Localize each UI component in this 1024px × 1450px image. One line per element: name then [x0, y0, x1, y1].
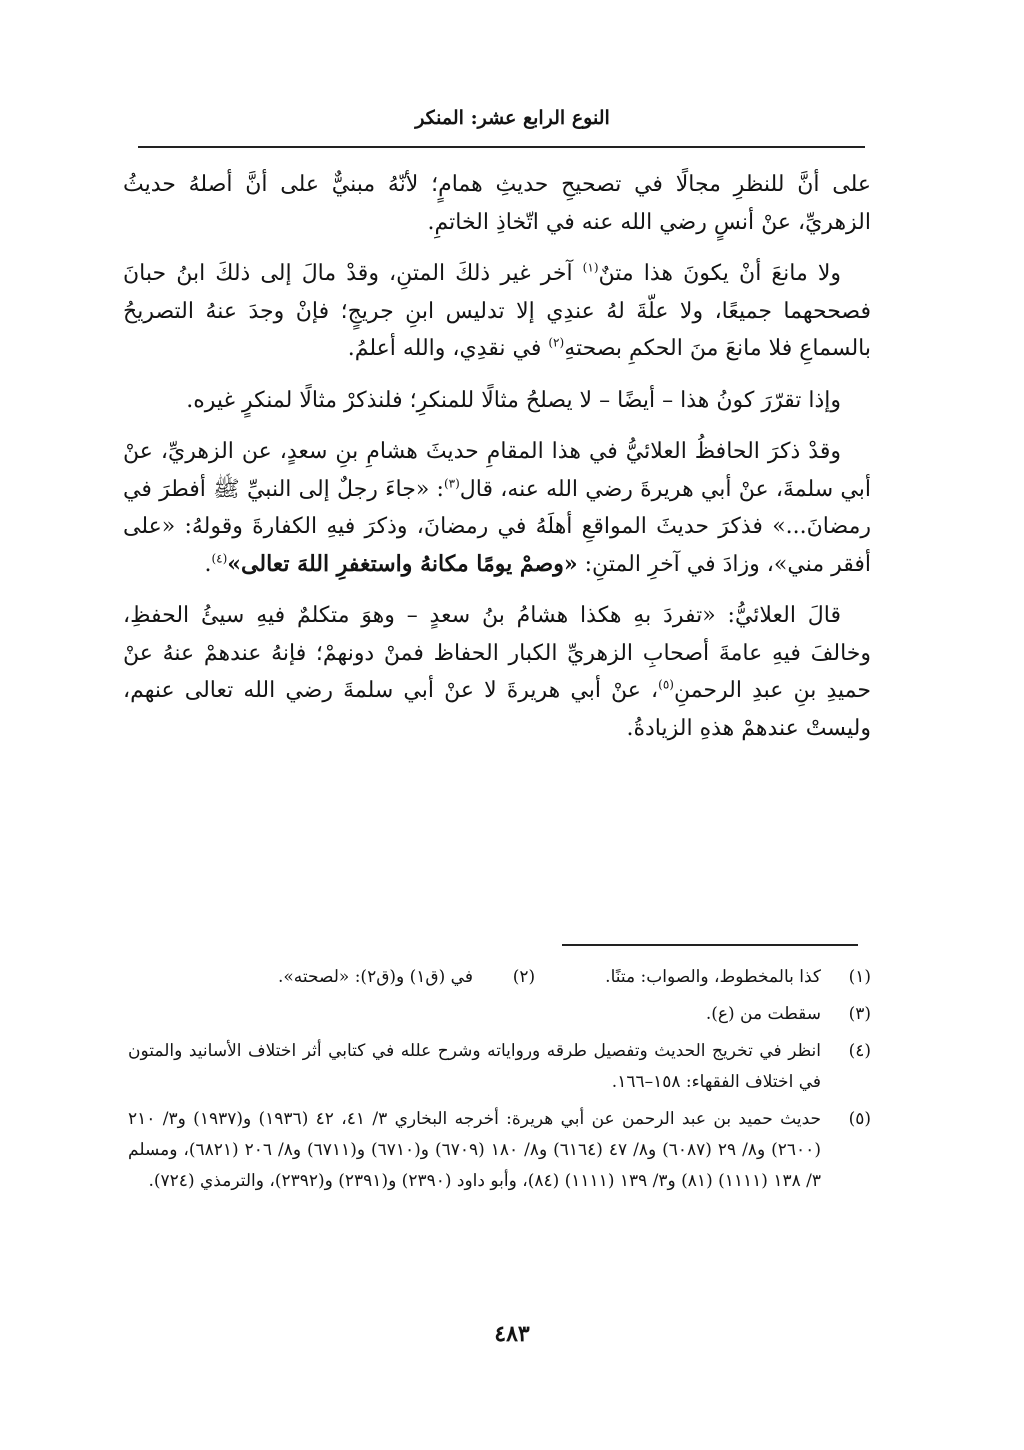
footnote-ref-5[interactable]: (٥): [658, 677, 674, 692]
footnote-text: انظر في تخريج الحديث وتفصيل طرقه ورواياته وشرح علله في كتابي أثر اختلاف الأسانيد والمتون في اختلاف الفقهاء: ١٥٨–١٦٦.: [128, 1041, 821, 1092]
footnote-text: حديث حميد بن عبد الرحمن عن أبي هريرة: أخرجه البخاري ٣/ ٤١، ٤٢ (١٩٣٦) و(١٩٣٧) و٣/ ٢١٠ (٢٦٠٠) و٨/ ٢٩ (٦٠٨٧) و٨/ ٤٧ (٦١٦٤) و٨/ ١٨٠ (٦٧٠٩) و(٦٧١٠) و(٦٧١١) و٨/ ٢٠٦ (٦٨٢١)، ومسلم ٣/ ١٣٨ (١١١١) (٨١) و٣/ ١٣٩ (١١١١) (٨٤)، وأبو داود (٢٣٩٠) و(٢٣٩١) و(٢٣٩٢)، والترمذي (٧٢٤).: [128, 1109, 822, 1191]
paragraph-3-text: وإذا تقرّرَ كونُ هذا – أيضًا – لا يصلحُ مثالًا للمنكرِ؛ فلنذكرْ مثالًا لمنكرٍ غيره.: [186, 387, 841, 413]
footnote-row: [128, 999, 871, 1030]
paragraph-1-text: على أنَّ للنظرِ مجالًا في تصحيحِ حديثِ همامٍ؛ لأنّهُ مبنيٌّ على أنَّ أصلهُ حديثُ الزهريِّ، عنْ أنسٍ رضي الله عنه في اتّخاذِ الخاتمِ.: [123, 172, 871, 235]
footnote-number-inline: (٢): [512, 967, 536, 987]
paragraph-2: [123, 255, 871, 368]
footnotes: [128, 962, 871, 1203]
footnote-number: (٤): [848, 1041, 871, 1061]
paragraph-4-text-b: : «جاءَ رجلٌ إلى النبيِّ ﷺ أفطرَ في رمضانَ...» فذكرَ حديثَ المواقعِ أهلَهُ في رمضانَ، وذكرَ فيهِ الكفارةَ وقولهُ: «على أفقر مني»، وزادَ في آخرِ المتنِ:: [123, 476, 871, 577]
footnote-row: [128, 962, 871, 993]
footnote-text: سقطت من (ع).: [705, 1004, 821, 1024]
paragraph-4-bold-quote: «وصمْ يومًا مكانهُ واستغفرِ اللهَ تعالى»: [227, 550, 578, 577]
footnote-1-text: كذا بالمخطوط، والصواب: متنًا.: [605, 967, 821, 987]
page-number: ٤٨٣: [494, 1321, 530, 1347]
footnote-2-text: في (ق١) و(ق٢): «لصحته».: [277, 967, 473, 987]
paragraph-4: [123, 433, 871, 583]
footnote-ref-1[interactable]: (١): [582, 260, 599, 275]
paragraph-2-text-b: آخر غير ذلكَ المتنِ، وقدْ مالَ إلى ذلكَ ابنُ حبانَ فصححهما جميعًا، ولا علّةَ لهُ عندِي إلا تدليس ابنِ جريجٍ؛ فإنْ وجدَ عنهُ التصريحُ بالسماعِ فلا مانعَ منَ الحكمِ بصحتهِ: [123, 261, 871, 361]
paragraph-4-text-c: .: [204, 551, 212, 577]
footnote-row: [128, 1036, 871, 1098]
footnote-rule: [562, 944, 858, 946]
footnote-number: (٥): [848, 1109, 871, 1129]
paragraph-1: [123, 166, 871, 241]
paragraph-5-text-a: قالَ العلائيُّ: «تفردَ بهِ هكذا هشامُ بنُ سعدٍ – وهوَ متكلمٌ فيهِ سيئُ الحفظِ، وخالفَ فيهِ عامةَ أصحابِ الزهريِّ الكبار الحفاظ فمنْ دونهمْ؛ فإنهُ عندهمْ عنهُ عنْ حميدِ بنِ عبدِ الرحمنِ: [123, 603, 871, 703]
paragraph-4-text-a: وقدْ ذكرَ الحافظُ العلائيُّ في هذا المقامِ حديثَ هشامِ بنِ سعدٍ، عن الزهريِّ، عنْ أبي سلمةَ، عنْ أبي هريرةَ رضي الله عنه، قال: [123, 439, 871, 502]
paragraph-5-text-b: ، عنْ أبي هريرةَ لا عنْ أبي سلمةَ رضي الله تعالى عنهم، وليستْ عندهمْ هذهِ الزيادةُ.: [123, 678, 871, 741]
footnote-text: [128, 962, 821, 993]
paragraph-5: [123, 597, 871, 747]
paragraph-3: [123, 382, 871, 420]
footnote-ref-2[interactable]: (٢): [548, 335, 565, 350]
footnote-number: (٣): [848, 1004, 871, 1024]
footnote-row: [128, 1104, 871, 1197]
running-title: النوع الرابع عشر: المنكر: [415, 107, 610, 129]
footnote-ref-4[interactable]: (٤): [211, 551, 228, 566]
paragraph-2-text-a: ولا مانعَ أنْ يكونَ هذا متنٌ: [598, 261, 842, 286]
header-rule: [138, 146, 865, 148]
footnote-number: (١): [848, 967, 871, 987]
footnote-ref-3[interactable]: (٣): [443, 476, 460, 491]
main-text: [123, 166, 871, 761]
paragraph-2-text-c: في نقدِي، والله أعلمُ.: [347, 336, 549, 361]
